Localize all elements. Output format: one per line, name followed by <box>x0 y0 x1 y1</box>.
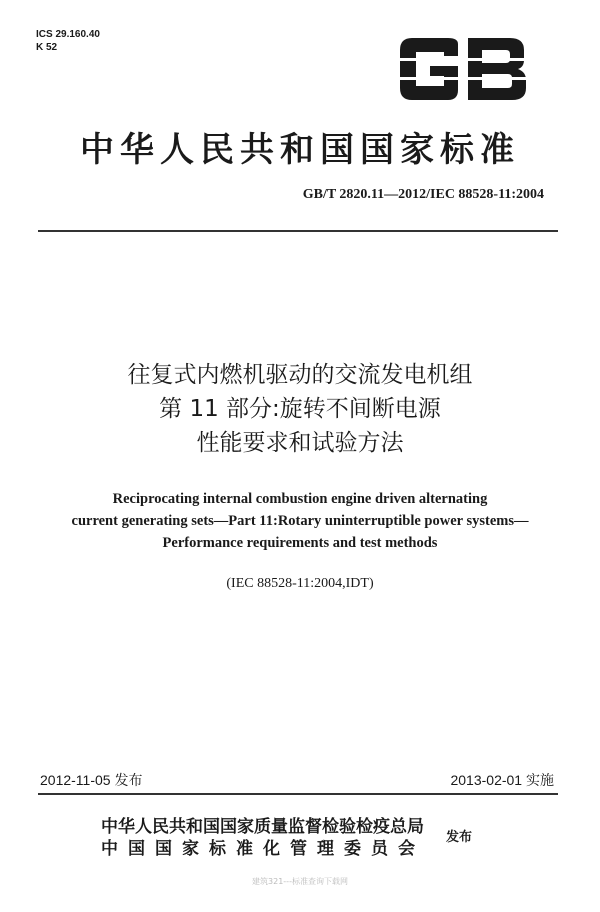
ics-code: ICS 29.160.40 <box>36 29 100 40</box>
chinese-title-line-1: 往复式内燃机驱动的交流发电机组 <box>127 362 473 388</box>
watermark: 建筑321---标准查询下载网 <box>252 877 348 886</box>
issue-date: 2012-11-05 发布 <box>40 772 143 788</box>
effective-date: 2013-02-01 实施 <box>450 772 554 788</box>
issuer-line-1: 中华人民共和国国家质量监督检验检疫总局 <box>101 817 424 837</box>
gb-logo <box>398 36 528 102</box>
chinese-title <box>0 358 600 460</box>
publish-label: 发布 <box>446 830 473 845</box>
english-title-line-3: Performance requirements and test methods <box>162 535 438 551</box>
standard-number: GB/T 2820.11—2012/IEC 88528-11:2004 <box>302 187 544 202</box>
english-title <box>0 488 600 554</box>
english-title-line-2: current generating sets—Part 11:Rotary uninterruptible power systems— <box>71 513 529 529</box>
chinese-title-line-2: 第 11 部分:旋转不间断电源 <box>159 396 441 422</box>
footer-divider <box>38 793 558 795</box>
national-standard-heading: 中华人民共和国国家标准 <box>80 130 520 170</box>
issuing-authorities <box>101 816 425 860</box>
classification-codes <box>36 28 100 54</box>
ccs-code: K 52 <box>36 42 58 53</box>
iec-equivalence: (IEC 88528-11:2004,IDT) <box>226 576 374 591</box>
english-title-line-1: Reciprocating internal combustion engine driven alternating <box>112 491 488 507</box>
issuer-line-2: 中国国家标准化管理委员会 <box>101 839 425 859</box>
chinese-title-line-3: 性能要求和试验方法 <box>196 430 404 456</box>
header-divider <box>38 230 558 232</box>
